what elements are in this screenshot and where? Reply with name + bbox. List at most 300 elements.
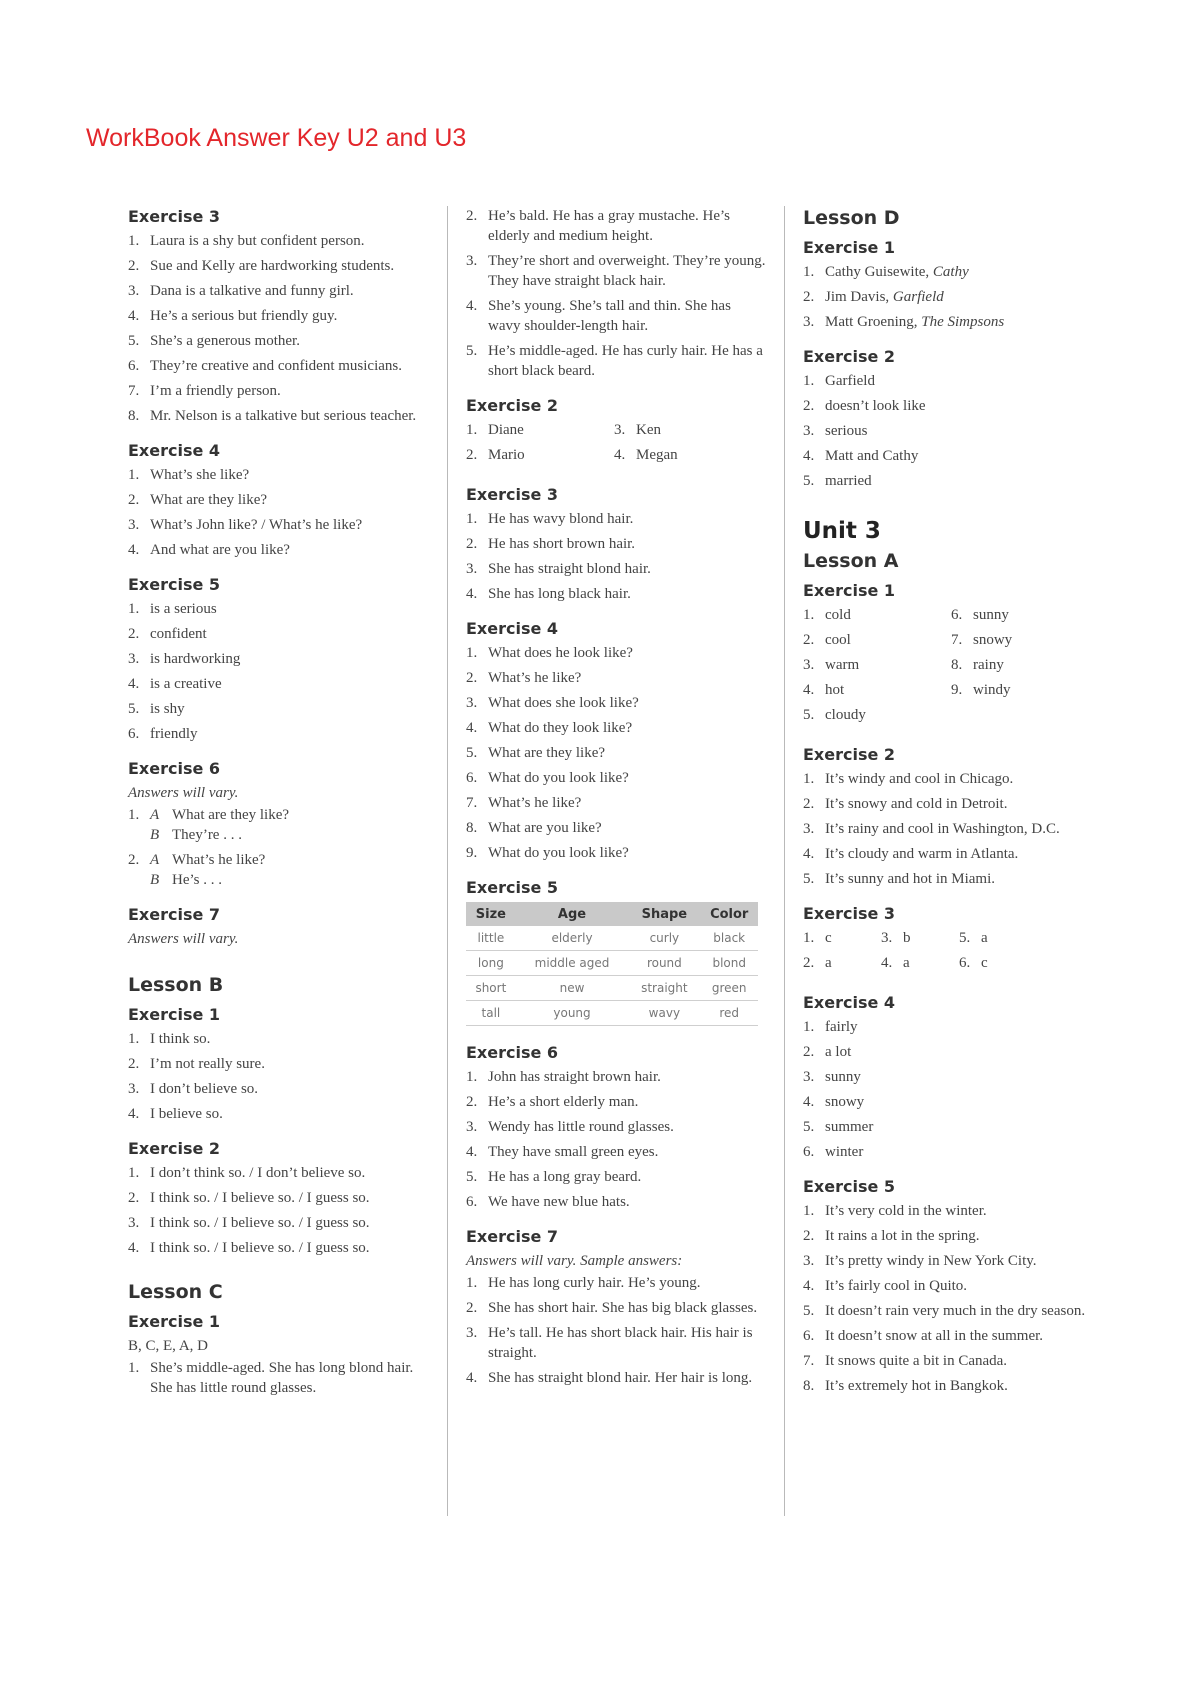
item-number: 5. bbox=[803, 1303, 815, 1319]
item-number: 6. bbox=[959, 955, 971, 971]
item-text: Jim Davis, bbox=[825, 289, 893, 305]
item-text: snowy bbox=[973, 632, 1013, 648]
answer-list bbox=[128, 599, 428, 744]
item-text: They’re . . . bbox=[172, 827, 242, 843]
table-cell: black bbox=[700, 926, 758, 951]
item-text: They’re short and overweight. They’re young. They have straight black hair. bbox=[488, 253, 766, 289]
item-text: What’s John like? / What’s he like? bbox=[150, 517, 363, 533]
list-item bbox=[466, 1142, 766, 1162]
answer-grid bbox=[803, 605, 1103, 730]
item-text: doesn’t look like bbox=[825, 398, 926, 414]
item-number: 3. bbox=[128, 283, 140, 299]
item-number: 4. bbox=[128, 542, 140, 558]
list-item bbox=[803, 1226, 1103, 1246]
item-number: 4. bbox=[128, 308, 140, 324]
table-cell: round bbox=[628, 951, 700, 976]
grid-item bbox=[951, 605, 1099, 625]
item-text: She’s young. She’s tall and thin. She has wavy shoulder-length hair. bbox=[488, 298, 731, 334]
list-item bbox=[466, 296, 766, 336]
list-item bbox=[128, 599, 428, 619]
exercise-section bbox=[803, 237, 1103, 332]
item-text: He has wavy blond hair. bbox=[488, 511, 634, 527]
answer-list bbox=[466, 643, 766, 863]
exercise-heading: Exercise 4 bbox=[128, 441, 221, 460]
item-text: I think so. bbox=[150, 1031, 211, 1047]
item-text: It’s windy and cool in Chicago. bbox=[825, 771, 1014, 787]
list-item bbox=[128, 306, 428, 326]
item-text: Garfield bbox=[825, 373, 875, 389]
answer-list bbox=[128, 1358, 428, 1398]
list-item bbox=[803, 1092, 1103, 1112]
item-number: 4. bbox=[803, 1278, 815, 1294]
item-text: What do you look like? bbox=[488, 770, 629, 786]
exercise-section bbox=[128, 574, 428, 744]
grid-item bbox=[951, 655, 1099, 675]
exercise-note: Answers will vary. bbox=[128, 931, 239, 947]
item-text: summer bbox=[825, 1119, 874, 1135]
exercise-note: Answers will vary. bbox=[128, 785, 239, 801]
speaker-label: A bbox=[150, 852, 160, 868]
item-text: a bbox=[981, 930, 988, 946]
exercise-section bbox=[128, 1311, 428, 1398]
item-text: What do they look like? bbox=[488, 720, 633, 736]
list-item bbox=[466, 341, 766, 381]
item-text: I don’t think so. / I don’t believe so. bbox=[150, 1165, 366, 1181]
table-cell: straight bbox=[628, 976, 700, 1001]
list-item bbox=[466, 584, 766, 604]
answer-grid bbox=[466, 420, 766, 470]
item-text: b bbox=[903, 930, 911, 946]
list-item bbox=[466, 793, 766, 813]
list-item bbox=[466, 1092, 766, 1112]
item-text: I’m not really sure. bbox=[150, 1056, 265, 1072]
item-number: 7. bbox=[466, 795, 478, 811]
item-text: What does she look like? bbox=[488, 695, 639, 711]
exercise-section bbox=[803, 346, 1103, 491]
list-item bbox=[128, 1358, 428, 1398]
item-text: is hardworking bbox=[150, 651, 241, 667]
grid-item bbox=[466, 420, 614, 440]
column-1 bbox=[128, 206, 428, 1412]
exercise-section bbox=[466, 877, 766, 1026]
item-number: 3. bbox=[803, 1069, 815, 1085]
item-number: 8. bbox=[951, 657, 963, 673]
exercise-heading: Exercise 2 bbox=[128, 1139, 221, 1158]
item-text: They’re creative and confident musicians. bbox=[150, 358, 402, 374]
item-number: 1. bbox=[803, 771, 815, 787]
exercise-heading: Exercise 5 bbox=[803, 1177, 896, 1196]
item-text: He’s a serious but friendly guy. bbox=[150, 308, 338, 324]
exercise-heading: Exercise 1 bbox=[128, 1312, 221, 1331]
item-text: She has straight blond hair. Her hair is long. bbox=[488, 1370, 753, 1386]
list-item bbox=[466, 509, 766, 529]
item-number: 8. bbox=[803, 1378, 815, 1394]
item-number: 6. bbox=[803, 1144, 815, 1160]
item-text: sunny bbox=[973, 607, 1009, 623]
exercise-section bbox=[466, 395, 766, 470]
item-text: a bbox=[903, 955, 910, 971]
item-number: 3. bbox=[466, 1119, 478, 1135]
item-number: 2. bbox=[128, 258, 140, 274]
answer-table bbox=[466, 902, 758, 1026]
item-number: 3. bbox=[466, 253, 478, 269]
grid-item bbox=[466, 445, 614, 465]
grid-item bbox=[881, 953, 959, 973]
item-number: 2. bbox=[803, 1044, 815, 1060]
list-item bbox=[803, 312, 1103, 332]
item-number: 1. bbox=[803, 1203, 815, 1219]
item-number: 1. bbox=[128, 233, 140, 249]
exercise-section bbox=[466, 484, 766, 604]
item-text: What’s he like? bbox=[488, 795, 582, 811]
item-number: 1. bbox=[466, 1069, 478, 1085]
exercise-heading: Exercise 1 bbox=[803, 238, 896, 257]
list-item bbox=[128, 1029, 428, 1049]
item-number: 3. bbox=[803, 314, 815, 330]
answer-list bbox=[128, 1163, 428, 1258]
item-number: 7. bbox=[803, 1353, 815, 1369]
answer-list bbox=[466, 1067, 766, 1212]
item-text: And what are you like? bbox=[150, 542, 290, 558]
page-title: WorkBook Answer Key U2 and U3 bbox=[86, 124, 467, 152]
item-text: I think so. / I believe so. / I guess so. bbox=[150, 1215, 370, 1231]
item-number: 2. bbox=[803, 955, 815, 971]
exercise-heading: Exercise 2 bbox=[803, 745, 896, 764]
exercise-section bbox=[803, 1176, 1103, 1396]
item-number: 2. bbox=[803, 398, 815, 414]
item-number: 4. bbox=[803, 1094, 815, 1110]
item-text: I believe so. bbox=[150, 1106, 223, 1122]
exercise-heading: Exercise 6 bbox=[466, 1043, 559, 1062]
list-item bbox=[128, 331, 428, 351]
item-number: 1. bbox=[128, 1165, 140, 1181]
list-item bbox=[803, 471, 1103, 491]
item-text: She has long black hair. bbox=[488, 586, 631, 602]
list-item bbox=[466, 559, 766, 579]
item-text: What are you like? bbox=[488, 820, 602, 836]
speaker-label: B bbox=[150, 827, 160, 843]
item-number: 2. bbox=[128, 852, 140, 868]
item-text: cool bbox=[825, 632, 851, 648]
item-text: I think so. / I believe so. / I guess so. bbox=[150, 1190, 370, 1206]
answer-list bbox=[803, 769, 1103, 889]
table-cell: red bbox=[700, 1001, 758, 1026]
item-number: 2. bbox=[466, 670, 478, 686]
item-text: is a creative bbox=[150, 676, 222, 692]
item-text: married bbox=[825, 473, 872, 489]
answer-list bbox=[803, 1017, 1103, 1162]
item-number: 1. bbox=[128, 807, 140, 823]
item-text: confident bbox=[150, 626, 207, 642]
list-item bbox=[803, 1351, 1103, 1371]
answer-list bbox=[803, 262, 1103, 332]
item-number: 1. bbox=[128, 1360, 140, 1376]
column-divider bbox=[784, 206, 785, 1516]
item-text: Matt Groening, bbox=[825, 314, 922, 330]
grid-item bbox=[803, 928, 881, 948]
exercise-section bbox=[803, 580, 1103, 730]
item-number: 3. bbox=[128, 517, 140, 533]
answer-list bbox=[803, 1201, 1103, 1396]
table-header: Color bbox=[700, 902, 758, 926]
item-text: Matt and Cathy bbox=[825, 448, 919, 464]
list-item bbox=[128, 850, 428, 890]
item-number: 1. bbox=[803, 264, 815, 280]
list-item bbox=[466, 1067, 766, 1087]
item-number: 3. bbox=[466, 561, 478, 577]
exercise-section bbox=[803, 744, 1103, 889]
grid-item bbox=[959, 953, 1037, 973]
item-text: I don’t believe so. bbox=[150, 1081, 259, 1097]
table-cell: short bbox=[466, 976, 516, 1001]
item-number: 4. bbox=[614, 447, 626, 463]
item-number: 5. bbox=[466, 1169, 478, 1185]
list-item bbox=[466, 1298, 766, 1318]
list-item bbox=[803, 1276, 1103, 1296]
answer-list bbox=[466, 509, 766, 604]
list-item bbox=[128, 1079, 428, 1099]
item-number: 3. bbox=[614, 422, 626, 438]
item-number: 6. bbox=[466, 1194, 478, 1210]
item-text: is shy bbox=[150, 701, 185, 717]
table-row bbox=[466, 976, 758, 1001]
table-cell: curly bbox=[628, 926, 700, 951]
item-number: 5. bbox=[959, 930, 971, 946]
answer-list bbox=[128, 1029, 428, 1124]
item-number: 2. bbox=[803, 632, 815, 648]
item-number: 4. bbox=[466, 1370, 478, 1386]
item-text: Laura is a shy but confident person. bbox=[150, 233, 365, 249]
item-number: 2. bbox=[803, 289, 815, 305]
exercise-heading: Exercise 4 bbox=[803, 993, 896, 1012]
item-number: 1. bbox=[128, 601, 140, 617]
list-item bbox=[466, 818, 766, 838]
item-number: 1. bbox=[128, 1031, 140, 1047]
exercise-section bbox=[128, 1138, 428, 1258]
item-text: c bbox=[981, 955, 988, 971]
item-number: 5. bbox=[803, 707, 815, 723]
exercise-section bbox=[803, 992, 1103, 1162]
exercise-section bbox=[466, 1042, 766, 1212]
exercise-section bbox=[128, 1004, 428, 1124]
speaker-label: A bbox=[150, 807, 160, 823]
item-text: What’s he like? bbox=[172, 852, 266, 868]
item-text: She has straight blond hair. bbox=[488, 561, 651, 577]
table-cell: elderly bbox=[516, 926, 629, 951]
list-item bbox=[128, 1054, 428, 1074]
item-text: What are they like? bbox=[150, 492, 268, 508]
item-text: He’s middle-aged. He has curly hair. He has a short black beard. bbox=[488, 343, 763, 379]
list-item bbox=[466, 718, 766, 738]
item-text: Wendy has little round glasses. bbox=[488, 1119, 674, 1135]
answer-list bbox=[466, 1273, 766, 1388]
item-text: I’m a friendly person. bbox=[150, 383, 281, 399]
lesson-heading: Lesson B bbox=[128, 974, 224, 996]
list-item bbox=[128, 465, 428, 485]
grid-item bbox=[614, 445, 762, 465]
exercise-section bbox=[466, 1226, 766, 1388]
item-text: It’s fairly cool in Quito. bbox=[825, 1278, 968, 1294]
grid-item bbox=[803, 680, 951, 700]
list-item bbox=[128, 674, 428, 694]
list-item bbox=[128, 515, 428, 535]
list-item bbox=[128, 649, 428, 669]
item-title: The Simpsons bbox=[921, 314, 1005, 330]
item-number: 1. bbox=[466, 422, 478, 438]
column-3 bbox=[803, 206, 1103, 1410]
list-item bbox=[803, 262, 1103, 282]
item-text: She’s middle-aged. She has long blond hair. She has little round glasses. bbox=[150, 1360, 414, 1396]
exercise-heading: Exercise 1 bbox=[128, 1005, 221, 1024]
item-text: What does he look like? bbox=[488, 645, 633, 661]
item-number: 2. bbox=[128, 1056, 140, 1072]
item-text: What are they like? bbox=[488, 745, 606, 761]
item-number: 2. bbox=[803, 1228, 815, 1244]
item-text: It’s cloudy and warm in Atlanta. bbox=[825, 846, 1019, 862]
item-text: It’s very cold in the winter. bbox=[825, 1203, 987, 1219]
list-item bbox=[128, 231, 428, 251]
item-number: 4. bbox=[128, 1240, 140, 1256]
item-number: 1. bbox=[128, 467, 140, 483]
grid-item bbox=[614, 420, 762, 440]
item-text: What’s she like? bbox=[150, 467, 250, 483]
grid-item bbox=[803, 605, 951, 625]
item-number: 1. bbox=[803, 930, 815, 946]
list-item bbox=[803, 1142, 1103, 1162]
table-cell: young bbox=[516, 1001, 629, 1026]
item-number: 5. bbox=[128, 333, 140, 349]
list-item bbox=[803, 396, 1103, 416]
grid-item bbox=[959, 928, 1037, 948]
item-number: 4. bbox=[466, 1144, 478, 1160]
list-item bbox=[128, 256, 428, 276]
item-number: 3. bbox=[803, 821, 815, 837]
list-item bbox=[466, 768, 766, 788]
item-text: Dana is a talkative and funny girl. bbox=[150, 283, 354, 299]
list-item bbox=[466, 1167, 766, 1187]
item-number: 1. bbox=[466, 511, 478, 527]
item-text: a lot bbox=[825, 1044, 852, 1060]
grid-item bbox=[951, 680, 1099, 700]
item-number: 3. bbox=[128, 1215, 140, 1231]
list-item bbox=[803, 794, 1103, 814]
lesson-heading: Lesson D bbox=[803, 207, 900, 229]
unit-heading: Unit 3 bbox=[803, 518, 881, 544]
grid-item bbox=[803, 655, 951, 675]
exercise-heading: Exercise 5 bbox=[466, 878, 559, 897]
item-text: It rains a lot in the spring. bbox=[825, 1228, 980, 1244]
list-item bbox=[466, 206, 766, 246]
item-number: 2. bbox=[466, 208, 478, 224]
exercise-heading: Exercise 4 bbox=[466, 619, 559, 638]
item-number: 4. bbox=[466, 720, 478, 736]
item-number: 4. bbox=[128, 1106, 140, 1122]
item-text: It doesn’t snow at all in the summer. bbox=[825, 1328, 1044, 1344]
item-number: 7. bbox=[951, 632, 963, 648]
list-item bbox=[128, 1213, 428, 1233]
item-number: 1. bbox=[466, 1275, 478, 1291]
item-text: sunny bbox=[825, 1069, 861, 1085]
list-item bbox=[128, 1163, 428, 1183]
list-item bbox=[128, 805, 428, 845]
item-text: fairly bbox=[825, 1019, 858, 1035]
table-cell: blond bbox=[700, 951, 758, 976]
answer-sequence: B, C, E, A, D bbox=[128, 1338, 209, 1354]
list-item bbox=[128, 281, 428, 301]
item-number: 5. bbox=[466, 745, 478, 761]
item-number: 6. bbox=[803, 1328, 815, 1344]
item-text: He’s . . . bbox=[172, 872, 222, 888]
item-text: He has long curly hair. He’s young. bbox=[488, 1275, 701, 1291]
list-item bbox=[466, 1192, 766, 1212]
answer-list bbox=[128, 805, 428, 890]
list-item bbox=[128, 699, 428, 719]
item-text: It snows quite a bit in Canada. bbox=[825, 1353, 1008, 1369]
list-item bbox=[803, 844, 1103, 864]
item-text: friendly bbox=[150, 726, 198, 742]
item-number: 4. bbox=[803, 846, 815, 862]
list-item bbox=[803, 1251, 1103, 1271]
table-cell: wavy bbox=[628, 1001, 700, 1026]
exercise-section bbox=[128, 206, 428, 426]
exercise-heading: Exercise 5 bbox=[128, 575, 221, 594]
list-item bbox=[466, 1368, 766, 1388]
item-text: He has short brown hair. bbox=[488, 536, 636, 552]
list-item bbox=[128, 540, 428, 560]
exercise-heading: Exercise 3 bbox=[803, 904, 896, 923]
item-number: 3. bbox=[128, 1081, 140, 1097]
item-text: cloudy bbox=[825, 707, 866, 723]
item-number: 3. bbox=[803, 423, 815, 439]
item-text: What are they like? bbox=[172, 807, 290, 823]
answer-list bbox=[128, 231, 428, 426]
exercise-heading: Exercise 1 bbox=[803, 581, 896, 600]
item-number: 4. bbox=[128, 676, 140, 692]
item-text: She has short hair. She has big black glasses. bbox=[488, 1300, 758, 1316]
item-number: 4. bbox=[466, 586, 478, 602]
item-number: 2. bbox=[128, 492, 140, 508]
table-cell: new bbox=[516, 976, 629, 1001]
list-item bbox=[803, 287, 1103, 307]
table-row bbox=[466, 951, 758, 976]
item-text: What’s he like? bbox=[488, 670, 582, 686]
table-cell: tall bbox=[466, 1001, 516, 1026]
list-item bbox=[128, 724, 428, 744]
column-divider bbox=[447, 206, 448, 1516]
item-number: 2. bbox=[803, 796, 815, 812]
item-number: 3. bbox=[128, 651, 140, 667]
item-text: It’s snowy and cold in Detroit. bbox=[825, 796, 1008, 812]
list-item bbox=[128, 1238, 428, 1258]
answer-grid bbox=[803, 928, 1103, 978]
item-text: Megan bbox=[636, 447, 678, 463]
list-item bbox=[803, 1042, 1103, 1062]
item-text: He’s bald. He has a gray mustache. He’s elderly and medium height. bbox=[488, 208, 731, 244]
list-item bbox=[128, 381, 428, 401]
list-item bbox=[803, 421, 1103, 441]
item-text: Sue and Kelly are hardworking students. bbox=[150, 258, 395, 274]
item-title: Garfield bbox=[892, 289, 944, 305]
answer-list bbox=[466, 206, 766, 381]
item-number: 2. bbox=[466, 447, 478, 463]
item-text: rainy bbox=[973, 657, 1004, 673]
table-header: Age bbox=[516, 902, 629, 926]
item-number: 7. bbox=[128, 383, 140, 399]
item-number: 3. bbox=[466, 695, 478, 711]
item-number: 5. bbox=[803, 473, 815, 489]
table-cell: green bbox=[700, 976, 758, 1001]
item-text: We have new blue hats. bbox=[488, 1194, 630, 1210]
